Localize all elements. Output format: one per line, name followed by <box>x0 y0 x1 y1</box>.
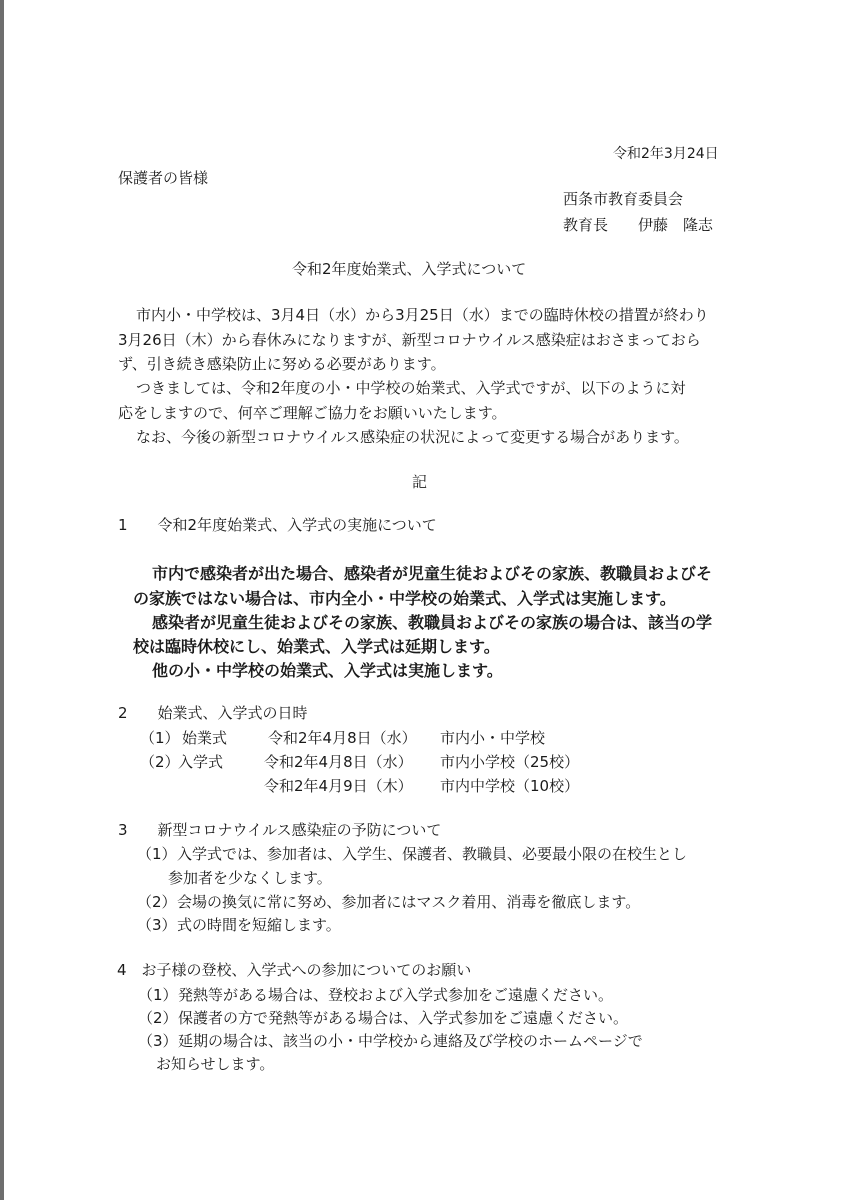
intro-line: つきましては、令和2年度の小・中学校の始業式、入学式ですが、以下のように対 <box>136 379 686 397</box>
schedule-row-date: 令和2年4月8日（水） <box>264 753 413 771</box>
intro-line: ず、引き続き感染防止に努める必要があります。 <box>118 355 446 373</box>
schedule-row-target: 市内小学校（25校） <box>440 753 580 771</box>
list-item-text: 入学式では、参加者は、入学生、保護者、教職員、必要最小限の在校生とし <box>177 845 688 863</box>
section-1-line: 他の小・中学校の始業式、入学式は実施します。 <box>152 661 503 680</box>
intro-line: なお、今後の新型コロナウイルス感染症の状況によって変更する場合があります。 <box>136 428 689 446</box>
list-item-text: 保護者の方で発熱等がある場合は、入学式参加をご遠慮ください。 <box>178 1009 629 1027</box>
list-item-text: 会場の換気に常に努め、参加者にはマスク着用、消毒を徹底します。 <box>177 893 641 911</box>
document-title: 令和2年度始業式、入学式について <box>292 260 527 278</box>
section-3-heading: 3 新型コロナウイルス感染症の予防について <box>118 821 442 839</box>
document-date: 令和2年3月24日 <box>613 146 719 162</box>
list-item-text: 延期の場合は、該当の小・中学校から連絡及び学校のホームページで <box>178 1032 643 1050</box>
list-item-number: （3） <box>137 916 177 934</box>
section-4-heading: 4 お子様の登校、入学式への参加についてのお願い <box>117 961 472 979</box>
list-item-number: （1） <box>137 845 177 863</box>
section-1-heading: 1 令和2年度始業式、入学式の実施について <box>118 516 437 534</box>
section-1-line: 校は臨時休校にし、始業式、入学式は延期します。 <box>133 637 500 656</box>
list-item-number: （2） <box>138 1009 178 1027</box>
intro-line: 3月26日（木）から春休みになりますが、新型コロナウイルス感染症はおさまっておら <box>118 331 701 349</box>
section-1-line: 市内で感染者が出た場合、感染者が児童生徒およびその家族、教職員およびそ <box>152 564 713 583</box>
schedule-row-number: （2） <box>140 753 180 771</box>
list-item-continuation: お知らせします。 <box>156 1055 275 1073</box>
schedule-row-target: 市内小・中学校 <box>440 729 546 747</box>
list-item-number: （1） <box>138 986 178 1004</box>
scan-edge <box>0 0 4 1200</box>
schedule-row-label: 始業式 <box>182 729 228 747</box>
intro-line: 応をしますので、何卒ご理解ご協力をお願いいたします。 <box>118 404 507 422</box>
intro-line: 市内小・中学校は、3月4日（水）から3月25日（水）までの臨時休校の措置が終わり <box>136 306 709 324</box>
schedule-row-label: 入学式 <box>178 753 224 771</box>
schedule-row-date: 令和2年4月8日（水） <box>268 729 417 747</box>
section-2-heading: 2 始業式、入学式の日時 <box>118 704 308 722</box>
list-item-number: （3） <box>138 1032 178 1050</box>
sender-title: 教育長 伊藤 隆志 <box>563 216 714 234</box>
ki-marker: 記 <box>412 473 428 491</box>
schedule-row-number: （1） <box>140 729 180 747</box>
list-item-number: （2） <box>137 893 177 911</box>
schedule-row-target: 市内中学校（10校） <box>440 777 580 795</box>
list-item-continuation: 参加者を少なくします。 <box>168 869 332 887</box>
list-item-text: 発熱等がある場合は、登校および入学式参加をご遠慮ください。 <box>178 986 614 1004</box>
recipient: 保護者の皆様 <box>118 169 209 187</box>
section-1-line: の家族ではない場合は、市内全小・中学校の始業式、入学式は実施します。 <box>133 589 676 608</box>
schedule-row-date: 令和2年4月9日（木） <box>264 777 413 795</box>
section-1-line: 感染者が児童生徒およびその家族、教職員およびその家族の場合は、該当の学 <box>152 613 713 632</box>
sender-organization: 西条市教育委員会 <box>563 190 684 208</box>
list-item-text: 式の時間を短縮します。 <box>177 916 341 934</box>
